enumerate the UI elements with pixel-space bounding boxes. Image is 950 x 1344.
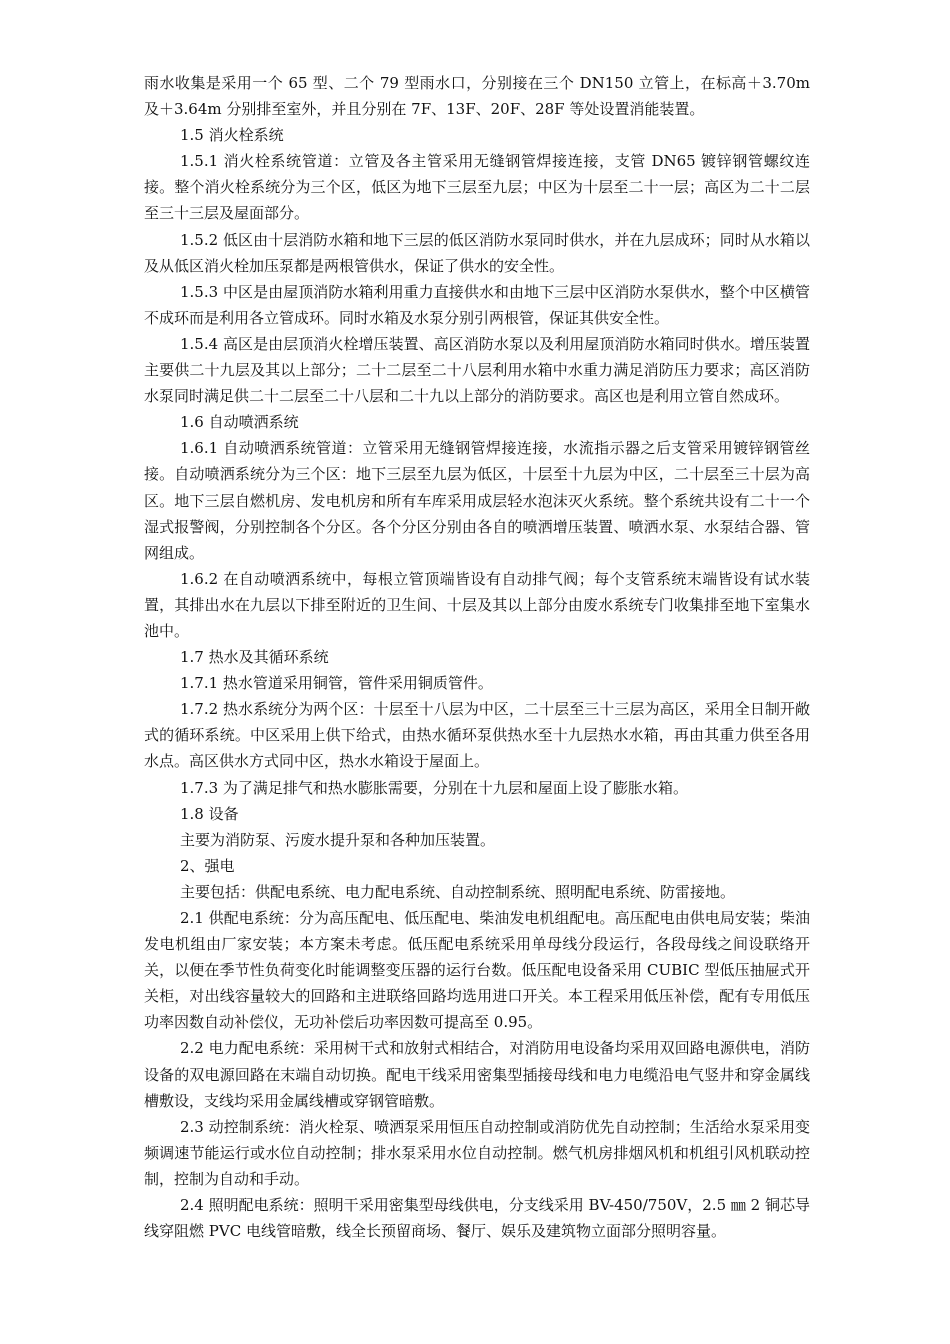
paragraph-2-3: 2.3 动控制系统：消火栓泵、喷洒泵采用恒压自动控制或消防优先自动控制；生活给水泵采用变频调速节能运行或水位自动控制；排水泵采用水位自动控制。燃气机房排烟风机和机组引风机联动控制，控制为自动和手动。 — [144, 1117, 810, 1188]
heading-1-6: 1.6 自动喷洒系统 — [180, 413, 299, 432]
paragraph-rainwater: 雨水收集是采用一个 65 型、二个 79 型雨水口，分别接在三个 DN150 立管上，在标高＋3.70m 及＋3.64m 分别排至室外，并且分别在 7F、13F、20F、28F 等处设置消能装置。 — [144, 74, 810, 119]
paragraph-2-2: 2.2 电力配电系统：采用树干式和放射式相结合，对消防用电设备均采用双回路电源供电，消防设备的双电源回路在末端自动切换。配电干线采用密集型插接母线和电力电缆沿电气竖井和穿金属线槽敷设，支线均采用金属线槽或穿钢管暗敷。 — [144, 1039, 810, 1110]
paragraph-1-5-4: 1.5.4 高区是由层顶消火栓增压装置、高区消防水泵以及利用屋顶消防水箱同时供水。增压装置主要供二十九层及其以上部分；二十二层至二十八层利用水箱中水重力满足消防压力要求；高区消防水泵同时满足供二十二层至二十八层和二十九以上部分的消防要求。高区也是利用立管自然成环。 — [144, 334, 810, 406]
paragraph-1-6-1: 1.6.1 自动喷洒系统管道：立管采用无缝钢管焊接连接，水流指示器之后支管采用镀锌钢管丝接。自动喷洒系统分为三个区：地下三层至九层为低区，十层至十九层为中区，二十层至三十层为高区。地下三层自燃机房、发电机房和所有车库采用成层轻水泡沫灭火系统。整个系统共设有二十一个湿式报警阀，分别控制各个分区。各个分区分别由各自的喷洒增压装置、喷洒水泵、水泵结合器、管网组成。 — [144, 439, 810, 562]
heading-1-5: 1.5 消火栓系统 — [180, 126, 284, 145]
paragraph-1-7-2: 1.7.2 热水系统分为两个区：十层至十八层为中区，二十层至三十三层为高区，采用全日制开敞式的循环系统。中区采用上供下给式，由热水循环泵供热水至十九层热水水箱，再由其重力供至各用水点。高区供水方式同中区，热水水箱设于屋面上。 — [144, 700, 810, 771]
paragraph-2-4: 2.4 照明配电系统：照明干采用密集型母线供电，分支线采用 BV-450/750V，2.5 ㎜ 2 铜芯导线穿阻燃 PVC 电线管暗敷，线全长预留商场、餐厅、娱乐及建筑物立面部分照明容量。 — [144, 1196, 810, 1241]
heading-2: 2、强电 — [180, 856, 235, 875]
paragraph-1-6-2: 1.6.2 在自动喷洒系统中，每根立管顶端皆设有自动排气阀；每个支管系统末端皆设有试水装置，其排出水在九层以下排至附近的卫生间、十层及其以上部分由废水系统专门收集排至地下室集水池中。 — [144, 569, 810, 640]
document-page — [144, 70, 810, 1244]
paragraph-1-5-1: 1.5.1 消火栓系统管道：立管及各主管采用无缝钢管焊接连接，支管 DN65 镀锌钢管螺纹连接。整个消火栓系统分为三个区，低区为地下三层至九层；中区为十层至二十一层；高区为二十二层至三十三层及屋面部分。 — [144, 152, 810, 223]
heading-1-7: 1.7 热水及其循环系统 — [180, 648, 329, 667]
paragraph-equipment: 主要为消防泵、污废水提升泵和各种加压装置。 — [180, 830, 496, 849]
paragraph-1-7-1: 1.7.1 热水管道采用铜管，管件采用铜质管件。 — [180, 674, 493, 693]
paragraph-1-5-2: 1.5.2 低区由十层消防水箱和地下三层的低区消防水泵同时供水，并在九层成环；同时从水箱以及从低区消火栓加压泵都是两根管供水，保证了供水的安全性。 — [144, 230, 810, 275]
paragraph-1-7-3: 1.7.3 为了满足排气和热水膨胀需要，分别在十九层和屋面上设了膨胀水箱。 — [180, 778, 688, 797]
paragraph-2-summary: 主要包括：供配电系统、电力配电系统、自动控制系统、照明配电系统、防雷接地。 — [180, 882, 736, 901]
heading-1-8: 1.8 设备 — [180, 804, 239, 823]
paragraph-1-5-3: 1.5.3 中区是由屋顶消防水箱利用重力直接供水和由地下三层中区消防水泵供水，整个中区横管不成环而是利用各立管成环。同时水箱及水泵分别引两根管，保证其供安全性。 — [144, 282, 810, 327]
paragraph-2-1: 2.1 供配电系统：分为高压配电、低压配电、柴油发电机组配电。高压配电由供电局安装；柴油发电机组由厂家安装；本方案未考虑。低压配电系统采用单母线分段运行，各段母线之间设联络开关，以便在季节性负荷变化时能调整变压器的运行台数。低压配电设备采用 CUBIC 型低压抽屉式开关柜，对出线容量较大的回路和主进联络回路均选用进口开关。本工程采用低压补偿，配有专用低压功率因数自动补偿仪，无功补偿后功率因数可提高至 0.95。 — [144, 909, 810, 1032]
